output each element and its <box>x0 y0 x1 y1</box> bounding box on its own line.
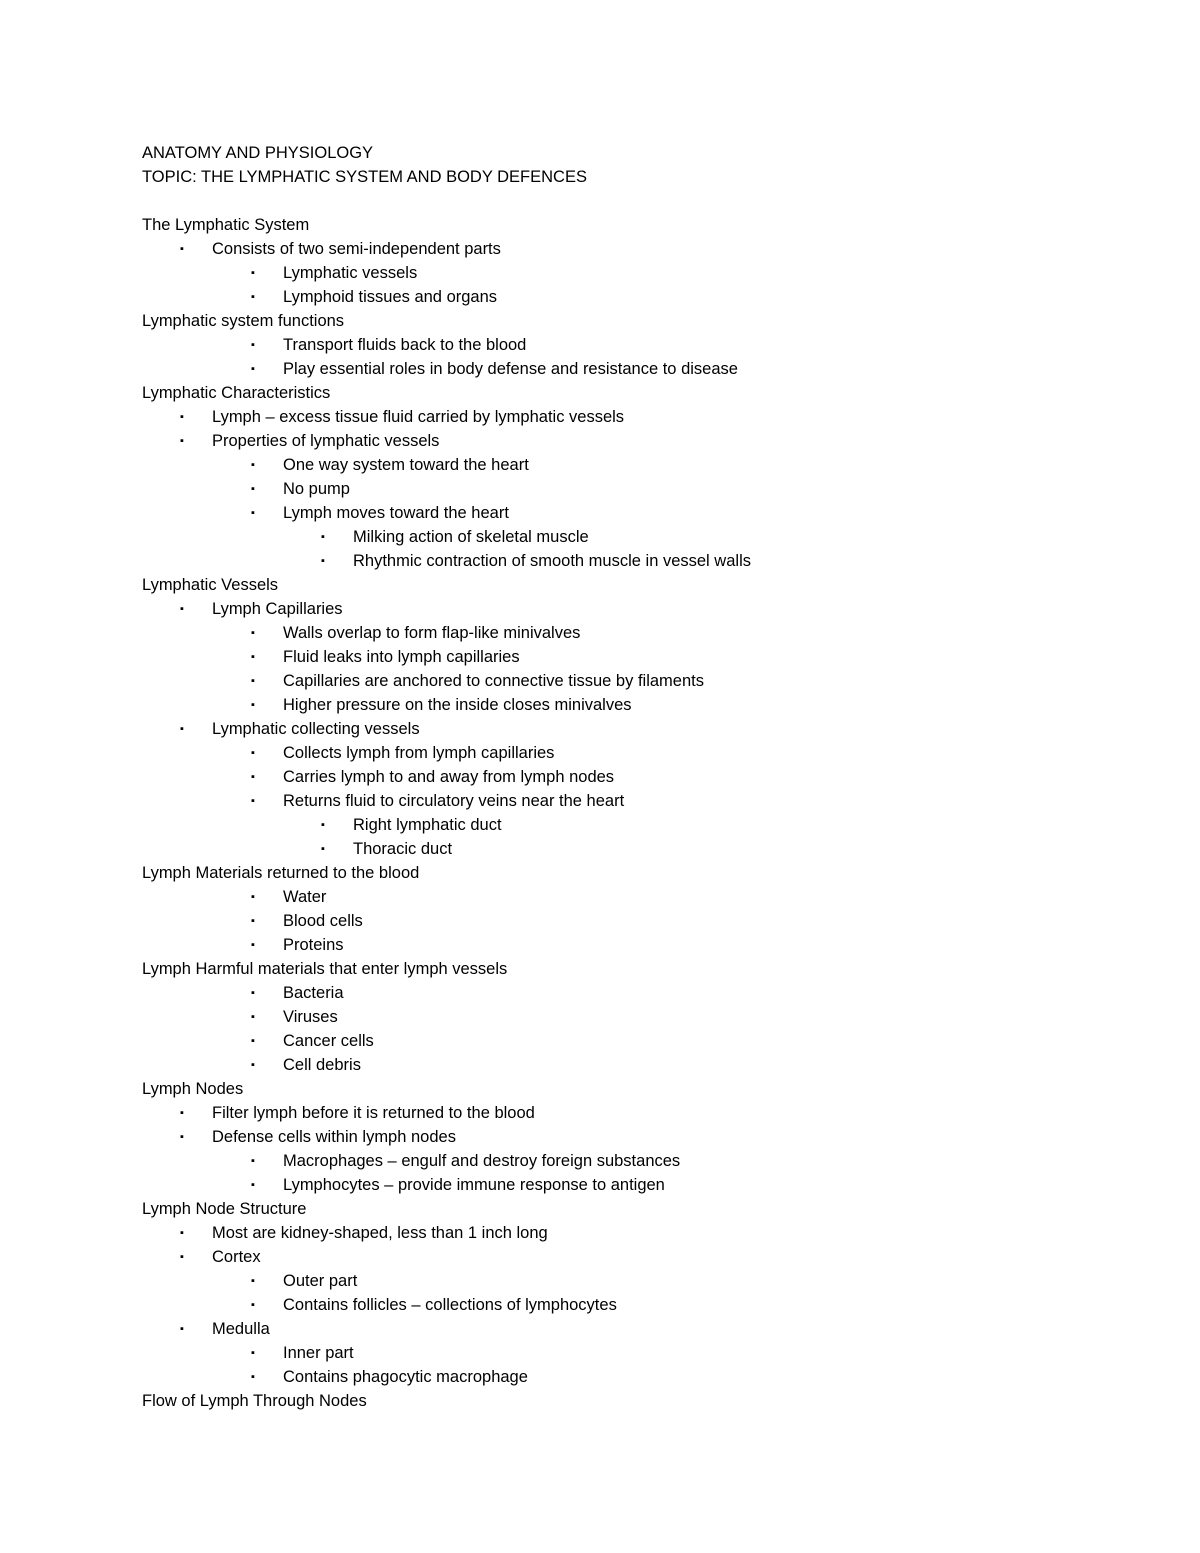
document-topic-text: TOPIC: THE LYMPHATIC SYSTEM AND BODY DEFENCES <box>142 168 587 186</box>
list-item <box>142 789 1122 813</box>
document-title <box>142 141 1122 165</box>
list-item-text: Transport fluids back to the blood <box>283 336 527 354</box>
section-heading <box>142 861 1122 885</box>
list-item <box>142 333 1122 357</box>
list-item-text: Cortex <box>212 1248 261 1266</box>
section-heading <box>142 309 1122 333</box>
list-item <box>142 837 1122 861</box>
list-item-text: Fluid leaks into lymph capillaries <box>283 648 520 666</box>
list-item-text: Thoracic duct <box>353 840 453 858</box>
bullet-icon: ▪ <box>180 1107 184 1119</box>
bullet-icon: ▪ <box>180 723 184 735</box>
bullet-icon: ▪ <box>321 843 325 855</box>
bullet-icon: ▪ <box>251 1155 255 1167</box>
section-heading <box>142 1197 1122 1221</box>
list-item <box>142 981 1122 1005</box>
section-heading-text: Lymph Materials returned to the blood <box>142 864 420 882</box>
list-item-text: No pump <box>283 480 350 498</box>
list-item <box>142 477 1122 501</box>
list-item <box>142 501 1122 525</box>
list-item <box>142 1365 1122 1389</box>
list-item-text: Contains phagocytic macrophage <box>283 1368 528 1386</box>
list-item <box>142 1341 1122 1365</box>
section-heading-text: Lymphatic Characteristics <box>142 384 331 402</box>
bullet-icon: ▪ <box>251 363 255 375</box>
bullet-icon: ▪ <box>251 795 255 807</box>
bullet-icon: ▪ <box>251 1347 255 1359</box>
bullet-icon: ▪ <box>180 603 184 615</box>
list-item-text: Collects lymph from lymph capillaries <box>283 744 555 762</box>
bullet-icon: ▪ <box>321 819 325 831</box>
bullet-icon: ▪ <box>251 483 255 495</box>
list-item-text: Consists of two semi-independent parts <box>212 240 501 258</box>
list-item <box>142 549 1122 573</box>
list-item-text: Carries lymph to and away from lymph nodes <box>283 768 615 786</box>
bullet-icon: ▪ <box>251 939 255 951</box>
list-item-text: Lymphocytes – provide immune response to antigen <box>283 1176 665 1194</box>
list-item-text: Lymph Capillaries <box>212 600 343 618</box>
list-item-text: Cancer cells <box>283 1032 374 1050</box>
section-heading-text: Lymph Harmful materials that enter lymph vessels <box>142 960 508 978</box>
list-item <box>142 717 1122 741</box>
bullet-icon: ▪ <box>251 1275 255 1287</box>
list-item-text: Bacteria <box>283 984 344 1002</box>
bullet-icon: ▪ <box>180 243 184 255</box>
section-heading-text: Lymph Node Structure <box>142 1200 307 1218</box>
bullet-icon: ▪ <box>251 1035 255 1047</box>
list-item-text: Returns fluid to circulatory veins near the heart <box>283 792 625 810</box>
list-item-text: Contains follicles – collections of lymphocytes <box>283 1296 617 1314</box>
section-heading-text: Lymph Nodes <box>142 1080 244 1098</box>
bullet-icon: ▪ <box>251 459 255 471</box>
list-item-text: Capillaries are anchored to connective tissue by filaments <box>283 672 704 690</box>
list-item <box>142 261 1122 285</box>
list-item-text: Inner part <box>283 1344 354 1362</box>
section-heading <box>142 1077 1122 1101</box>
list-item-text: Defense cells within lymph nodes <box>212 1128 456 1146</box>
bullet-icon: ▪ <box>251 627 255 639</box>
bullet-icon: ▪ <box>251 1299 255 1311</box>
blank-line <box>142 189 1122 213</box>
list-item <box>142 285 1122 309</box>
list-item-text: One way system toward the heart <box>283 456 529 474</box>
bullet-icon: ▪ <box>180 435 184 447</box>
list-item-text: Macrophages – engulf and destroy foreign substances <box>283 1152 681 1170</box>
list-item <box>142 1101 1122 1125</box>
list-item <box>142 621 1122 645</box>
section-heading-text: Flow of Lymph Through Nodes <box>142 1392 367 1410</box>
list-item-text: Outer part <box>283 1272 358 1290</box>
list-item-text: Lymph – excess tissue fluid carried by lymphatic vessels <box>212 408 625 426</box>
list-item-text: Higher pressure on the inside closes minivalves <box>283 696 632 714</box>
list-item <box>142 1269 1122 1293</box>
bullet-icon: ▪ <box>251 699 255 711</box>
list-item <box>142 1029 1122 1053</box>
list-item-text: Lymphoid tissues and organs <box>283 288 498 306</box>
list-item-text: Most are kidney-shaped, less than 1 inch long <box>212 1224 548 1242</box>
list-item-text: Walls overlap to form flap-like minivalves <box>283 624 581 642</box>
list-item-text: Lymphatic vessels <box>283 264 418 282</box>
bullet-icon: ▪ <box>251 987 255 999</box>
section-heading <box>142 957 1122 981</box>
bullet-icon: ▪ <box>251 675 255 687</box>
section-heading <box>142 213 1122 237</box>
list-item <box>142 741 1122 765</box>
list-item <box>142 405 1122 429</box>
list-item <box>142 1005 1122 1029</box>
list-item <box>142 645 1122 669</box>
bullet-icon: ▪ <box>180 1251 184 1263</box>
outline <box>142 213 1122 1413</box>
bullet-icon: ▪ <box>251 507 255 519</box>
list-item <box>142 1317 1122 1341</box>
list-item <box>142 1149 1122 1173</box>
bullet-icon: ▪ <box>180 411 184 423</box>
list-item <box>142 765 1122 789</box>
list-item <box>142 885 1122 909</box>
bullet-icon: ▪ <box>251 267 255 279</box>
list-item <box>142 693 1122 717</box>
bullet-icon: ▪ <box>251 291 255 303</box>
section-heading-text: Lymphatic Vessels <box>142 576 279 594</box>
list-item <box>142 933 1122 957</box>
section-heading-text: The Lymphatic System <box>142 216 310 234</box>
list-item-text: Cell debris <box>283 1056 361 1074</box>
list-item-text: Medulla <box>212 1320 270 1338</box>
section-heading <box>142 381 1122 405</box>
list-item <box>142 669 1122 693</box>
list-item-text: Play essential roles in body defense and resistance to disease <box>283 360 738 378</box>
list-item-text: Blood cells <box>283 912 363 930</box>
list-item <box>142 597 1122 621</box>
bullet-icon: ▪ <box>321 531 325 543</box>
list-item <box>142 237 1122 261</box>
list-item-text: Filter lymph before it is returned to the blood <box>212 1104 535 1122</box>
bullet-icon: ▪ <box>180 1227 184 1239</box>
bullet-icon: ▪ <box>251 339 255 351</box>
list-item <box>142 1053 1122 1077</box>
list-item <box>142 357 1122 381</box>
bullet-icon: ▪ <box>251 651 255 663</box>
bullet-icon: ▪ <box>251 1179 255 1191</box>
bullet-icon: ▪ <box>251 1011 255 1023</box>
list-item-text: Water <box>283 888 327 906</box>
list-item <box>142 1125 1122 1149</box>
list-item-text: Lymphatic collecting vessels <box>212 720 420 738</box>
bullet-icon: ▪ <box>251 891 255 903</box>
bullet-icon: ▪ <box>180 1323 184 1335</box>
bullet-icon: ▪ <box>251 747 255 759</box>
list-item <box>142 453 1122 477</box>
section-heading <box>142 573 1122 597</box>
list-item-text: Right lymphatic duct <box>353 816 502 834</box>
document-title-text: ANATOMY AND PHYSIOLOGY <box>142 144 374 162</box>
bullet-icon: ▪ <box>251 915 255 927</box>
document-topic <box>142 165 1122 189</box>
list-item <box>142 429 1122 453</box>
list-item-text: Properties of lymphatic vessels <box>212 432 440 450</box>
list-item <box>142 1221 1122 1245</box>
list-item <box>142 1245 1122 1269</box>
bullet-icon: ▪ <box>251 1059 255 1071</box>
list-item <box>142 1173 1122 1197</box>
list-item <box>142 525 1122 549</box>
bullet-icon: ▪ <box>321 555 325 567</box>
section-heading-text: Lymphatic system functions <box>142 312 345 330</box>
document-body <box>142 141 1122 1413</box>
section-heading <box>142 1389 1122 1413</box>
list-item <box>142 813 1122 837</box>
bullet-icon: ▪ <box>251 1371 255 1383</box>
list-item <box>142 1293 1122 1317</box>
bullet-icon: ▪ <box>180 1131 184 1143</box>
list-item-text: Viruses <box>283 1008 338 1026</box>
list-item-text: Lymph moves toward the heart <box>283 504 509 522</box>
list-item-text: Proteins <box>283 936 344 954</box>
bullet-icon: ▪ <box>251 771 255 783</box>
list-item-text: Rhythmic contraction of smooth muscle in vessel walls <box>353 552 751 570</box>
list-item-text: Milking action of skeletal muscle <box>353 528 589 546</box>
list-item <box>142 909 1122 933</box>
